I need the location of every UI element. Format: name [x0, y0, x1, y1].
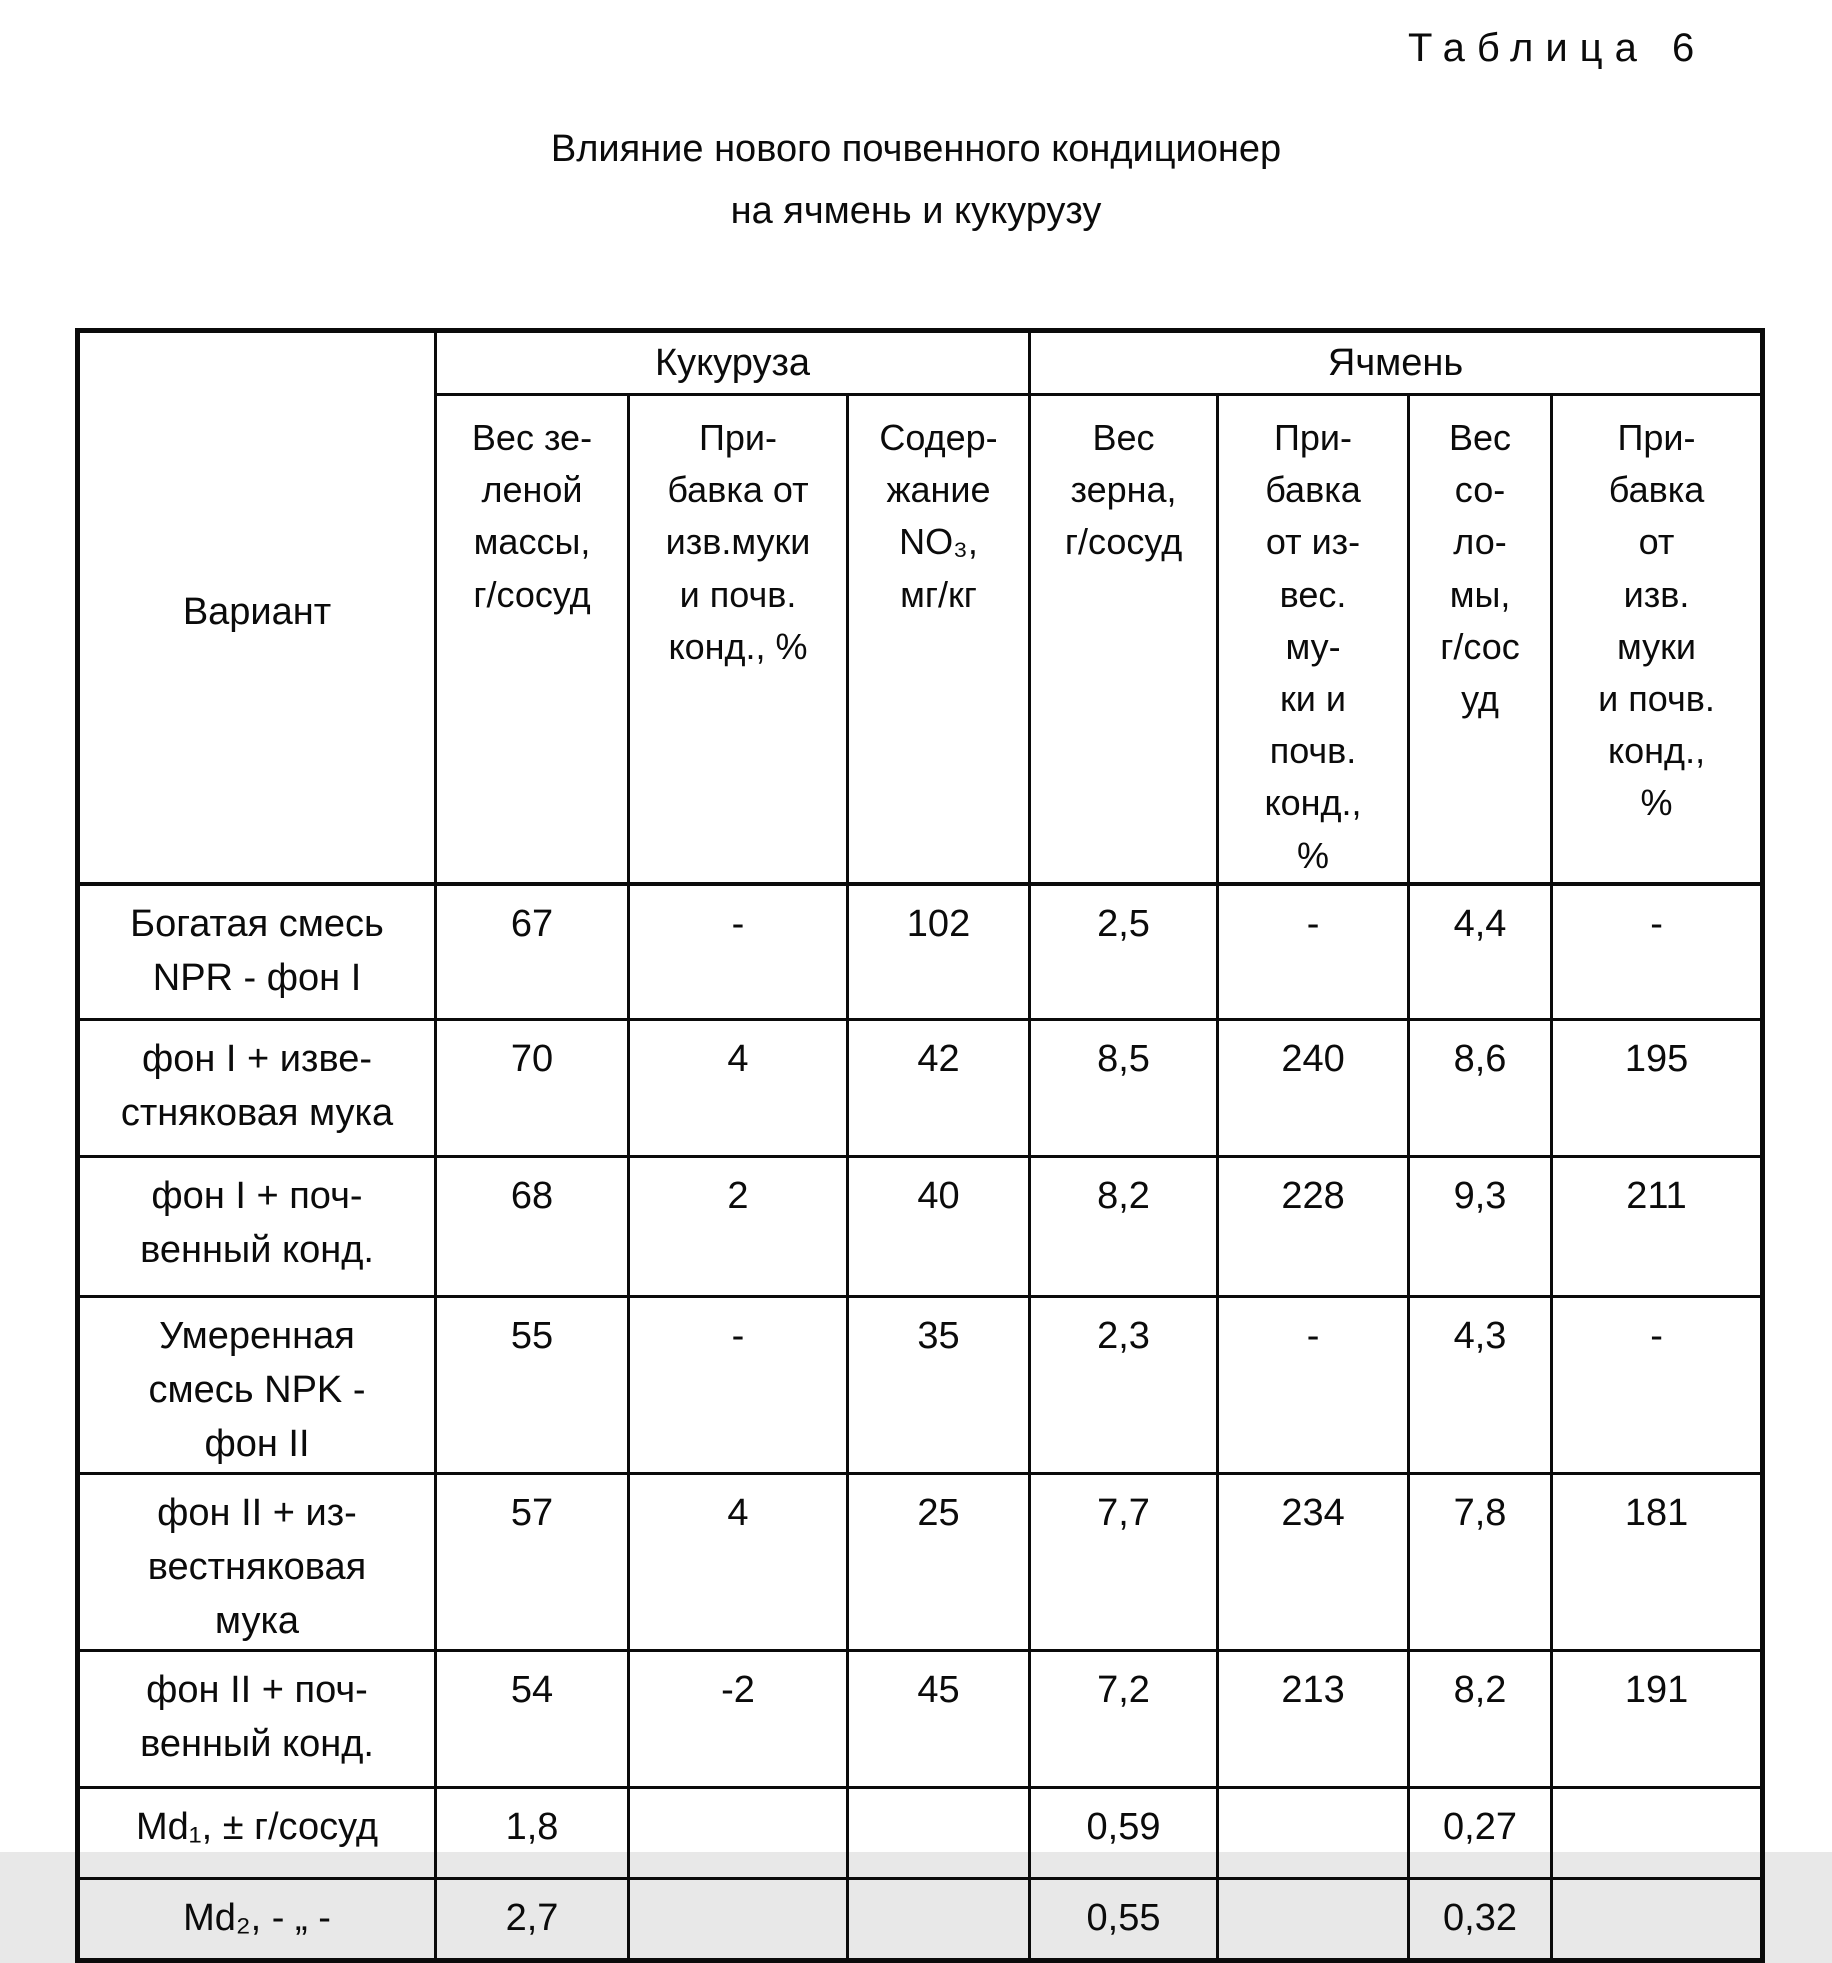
corner-header-variant: Вариант: [78, 331, 436, 885]
column-header-no3-content: Содер- жание NO₃, мг/кг: [848, 395, 1030, 885]
value-cell: [629, 1878, 848, 1960]
value-cell: 9,3: [1409, 1157, 1552, 1297]
value-cell: 191: [1552, 1650, 1763, 1787]
group-header-row: [78, 331, 1763, 395]
table-row: [78, 1157, 1763, 1297]
group-header-corn: Кукуруза: [436, 331, 1030, 395]
value-cell: 8,2: [1030, 1157, 1218, 1297]
value-cell: 7,2: [1030, 1650, 1218, 1787]
value-cell: 2,5: [1030, 884, 1218, 1020]
variant-cell: фон II + из- вестняковая мука: [78, 1473, 436, 1650]
group-header-barley: Ячмень: [1030, 331, 1763, 395]
table-row: [78, 1878, 1763, 1960]
value-cell: 195: [1552, 1020, 1763, 1157]
value-cell: [1218, 1787, 1409, 1878]
value-cell: [1552, 1787, 1763, 1878]
table-row: [78, 1473, 1763, 1650]
column-header-grain-weight: Вес зерна, г/сосуд: [1030, 395, 1218, 885]
variant-cell: Богатая смесь NPR - фон I: [78, 884, 436, 1020]
value-cell: -: [629, 1297, 848, 1474]
value-cell: 8,2: [1409, 1650, 1552, 1787]
value-cell: 70: [436, 1020, 629, 1157]
column-header-gain-straw: При- бавка от изв. муки и почв. конд., %: [1552, 395, 1763, 885]
value-cell: 4: [629, 1020, 848, 1157]
value-cell: -: [629, 884, 848, 1020]
column-header-straw-weight: Вес со- ло- мы, г/сос уд: [1409, 395, 1552, 885]
value-cell: 228: [1218, 1157, 1409, 1297]
value-cell: -: [1552, 884, 1763, 1020]
value-cell: 0,32: [1409, 1878, 1552, 1960]
value-cell: 211: [1552, 1157, 1763, 1297]
variant-cell: Md₂, - „ -: [78, 1878, 436, 1960]
value-cell: 240: [1218, 1020, 1409, 1157]
variant-cell: фон I + поч- венный конд.: [78, 1157, 436, 1297]
value-cell: 2,7: [436, 1878, 629, 1960]
value-cell: -: [1552, 1297, 1763, 1474]
value-cell: 8,5: [1030, 1020, 1218, 1157]
value-cell: -: [1218, 884, 1409, 1020]
value-cell: 68: [436, 1157, 629, 1297]
variant-cell: фон II + поч- венный конд.: [78, 1650, 436, 1787]
page-title-line-2: на ячмень и кукурузу: [730, 190, 1102, 232]
value-cell: -: [1218, 1297, 1409, 1474]
value-cell: [629, 1787, 848, 1878]
value-cell: 35: [848, 1297, 1030, 1474]
page-title-line-1: Влияние нового почвенного кондиционер: [550, 128, 1282, 170]
value-cell: 7,8: [1409, 1473, 1552, 1650]
variant-cell: Md₁, ± г/сосуд: [78, 1787, 436, 1878]
value-cell: [1218, 1878, 1409, 1960]
value-cell: 4,3: [1409, 1297, 1552, 1474]
value-cell: [848, 1878, 1030, 1960]
value-cell: 2,3: [1030, 1297, 1218, 1474]
column-header-gain-grain: При- бавка от из- вес. му- ки и почв. конд., %: [1218, 395, 1409, 885]
table-row: [78, 1297, 1763, 1474]
value-cell: 54: [436, 1650, 629, 1787]
table-row: [78, 1650, 1763, 1787]
value-cell: 1,8: [436, 1787, 629, 1878]
value-cell: 7,7: [1030, 1473, 1218, 1650]
value-cell: 8,6: [1409, 1020, 1552, 1157]
value-cell: 25: [848, 1473, 1030, 1650]
page-title: [0, 118, 1832, 242]
data-table: [75, 328, 1765, 1963]
value-cell: 57: [436, 1473, 629, 1650]
value-cell: 4,4: [1409, 884, 1552, 1020]
value-cell: 67: [436, 884, 629, 1020]
value-cell: 0,55: [1030, 1878, 1218, 1960]
value-cell: 181: [1552, 1473, 1763, 1650]
value-cell: 55: [436, 1297, 629, 1474]
column-header-gain-corn: При- бавка от изв.муки и почв. конд., %: [629, 395, 848, 885]
variant-cell: фон I + изве- стняковая мука: [78, 1020, 436, 1157]
table-label: Таблица 6: [1408, 26, 1707, 70]
table-row: [78, 1787, 1763, 1878]
value-cell: 0,27: [1409, 1787, 1552, 1878]
value-cell: 213: [1218, 1650, 1409, 1787]
value-cell: 2: [629, 1157, 848, 1297]
value-cell: 234: [1218, 1473, 1409, 1650]
value-cell: -2: [629, 1650, 848, 1787]
value-cell: [848, 1787, 1030, 1878]
table-row: [78, 884, 1763, 1020]
value-cell: 42: [848, 1020, 1030, 1157]
value-cell: 45: [848, 1650, 1030, 1787]
value-cell: 40: [848, 1157, 1030, 1297]
column-header-green-mass: Вес зе- леной массы, г/сосуд: [436, 395, 629, 885]
value-cell: 4: [629, 1473, 848, 1650]
value-cell: 102: [848, 884, 1030, 1020]
variant-cell: Умеренная смесь NPK - фон II: [78, 1297, 436, 1474]
value-cell: [1552, 1878, 1763, 1960]
value-cell: 0,59: [1030, 1787, 1218, 1878]
table-row: [78, 1020, 1763, 1157]
